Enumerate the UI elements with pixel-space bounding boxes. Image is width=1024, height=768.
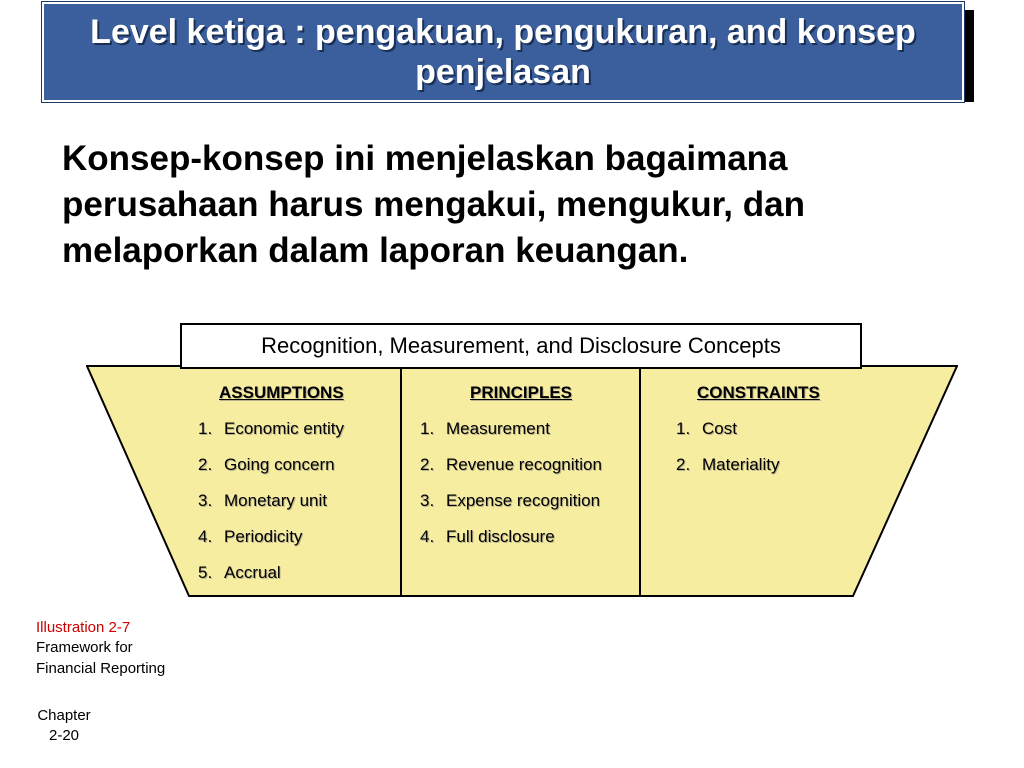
list-item: 1. Measurement	[420, 419, 550, 438]
list-item: 5. Accrual	[198, 563, 281, 582]
caption-line: Framework for	[36, 639, 133, 656]
principles-column	[420, 378, 602, 558]
illustration-caption	[36, 637, 236, 679]
slide-title: Level ketiga : pengakuan, pengukuran, and konsep penjelasan	[90, 13, 916, 91]
constraints-column	[676, 378, 820, 486]
list-item: 1. Economic entity	[198, 419, 344, 438]
principles-heading: PRINCIPLES	[470, 383, 573, 402]
list-item: 2. Revenue recognition	[420, 455, 602, 474]
intro-paragraph: Konsep-konsep ini menjelaskan bagaimana perusahaan harus mengakui, mengukur, dan melaporkan dalam laporan keuangan.	[62, 139, 805, 270]
list-item: 4. Full disclosure	[420, 527, 555, 546]
constraints-heading: CONSTRAINTS	[697, 383, 820, 402]
list-item: 4. Periodicity	[198, 527, 303, 546]
list-item: 3. Monetary unit	[198, 491, 327, 510]
chapter-marker	[30, 706, 98, 746]
chapter-label: Chapter	[37, 707, 91, 724]
list-item: 2. Materiality	[676, 455, 780, 474]
chapter-number: 2-20	[48, 727, 80, 744]
illustration-number: Illustration 2-7	[36, 619, 131, 636]
title-banner	[42, 2, 964, 102]
list-item: 2. Going concern	[198, 455, 335, 474]
framework-label: Recognition, Measurement, and Disclosure Concepts	[180, 323, 862, 369]
assumptions-list	[198, 414, 344, 594]
list-item: 3. Expense recognition	[420, 491, 601, 510]
assumptions-column	[198, 378, 344, 594]
caption-line: Financial Reporting	[36, 660, 166, 677]
principles-list	[420, 414, 602, 558]
assumptions-heading: ASSUMPTIONS	[219, 383, 344, 402]
list-item: 1. Cost	[676, 419, 737, 438]
constraints-list	[676, 414, 820, 486]
